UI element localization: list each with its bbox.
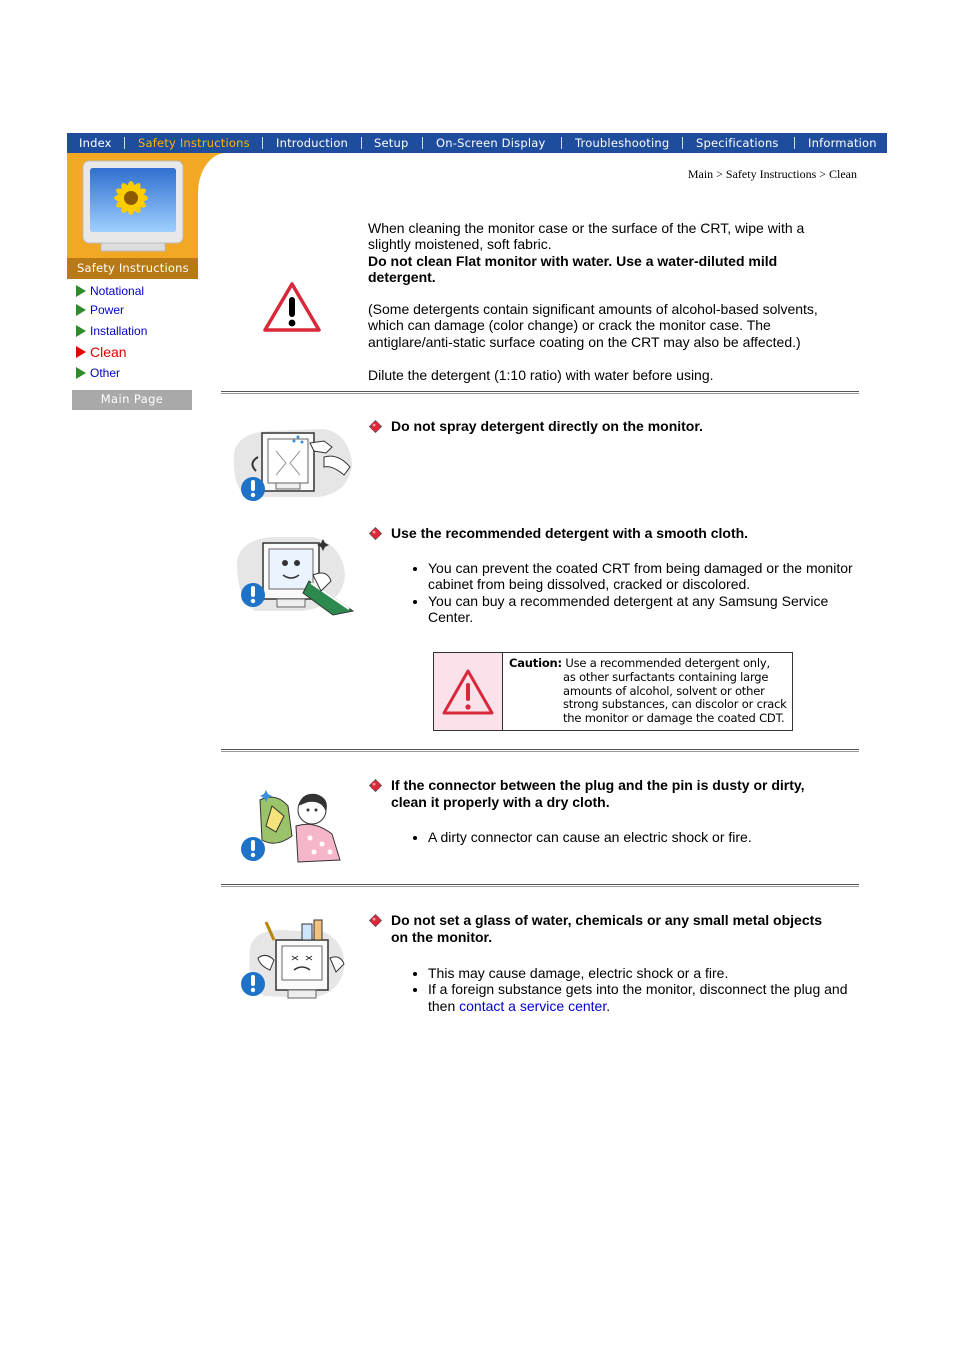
- sidebar-item-other[interactable]: [76, 366, 120, 380]
- objects-on-monitor-illustration: [236, 918, 350, 1002]
- nav-introduction[interactable]: Introduction: [276, 136, 349, 150]
- section-divider: [221, 391, 859, 394]
- spray-monitor-illustration: [228, 423, 356, 503]
- caution-line: amounts of alcohol, solvent or other: [563, 683, 765, 698]
- sidebar-item-installation[interactable]: [76, 324, 147, 338]
- monitor-sunflower-icon: [81, 160, 186, 253]
- nav-troubleshooting[interactable]: Troubleshooting: [575, 136, 670, 150]
- sidebar-item-label: Other: [90, 366, 121, 380]
- list-item: • You can buy a recommended detergent at any Samsung Service Center.: [428, 593, 860, 626]
- nav-separator: [794, 137, 795, 149]
- caution-line: Use a recommended detergent only,: [565, 656, 770, 670]
- main-page-button[interactable]: Main Page: [72, 390, 192, 410]
- red-bullet-icon: [368, 526, 383, 541]
- list-item: • A dirty connector can cause an electric shock or fire.: [428, 829, 860, 845]
- intro-text: [368, 220, 843, 383]
- list-item: • This may cause damage, electric shock or a fire.: [428, 965, 860, 981]
- sidebar-item-clean[interactable]: [76, 344, 127, 360]
- contact-service-center-link[interactable]: contact a service center: [459, 997, 607, 1014]
- section-heading-text: Do not set a glass of water, chemicals or any small metal objects on the monitor.: [391, 912, 823, 945]
- red-bullet-icon: [368, 419, 383, 434]
- sidebar-banner-corner: [198, 153, 226, 201]
- arrow-right-icon: [76, 304, 86, 316]
- bullet-list: [410, 829, 860, 845]
- caution-icon-cell: [434, 653, 503, 730]
- arrow-right-icon: [76, 367, 86, 379]
- nav-setup[interactable]: Setup: [374, 136, 409, 150]
- nav-information[interactable]: Information: [808, 136, 877, 150]
- bullet-list: [410, 560, 860, 625]
- caution-box: [433, 652, 793, 731]
- sidebar-item-power[interactable]: [76, 303, 124, 317]
- nav-on-screen-display[interactable]: On-Screen Display: [436, 136, 546, 150]
- cleaning-plug-illustration: [236, 786, 344, 866]
- intro-bold-warning: Do not clean Flat monitor with water. Use a water-diluted mild detergent.: [368, 252, 778, 285]
- intro-paragraph: Dilute the detergent (1:10 ratio) with water before using.: [368, 367, 714, 384]
- nav-separator: [561, 137, 562, 149]
- sidebar-item-label: Installation: [90, 324, 148, 338]
- section-divider: [221, 749, 859, 752]
- top-nav: [67, 133, 887, 153]
- caution-line: strong substances, can discolor or crack: [563, 697, 787, 712]
- red-bullet-icon: [368, 778, 383, 793]
- nav-separator: [361, 137, 362, 149]
- section-heading: [368, 912, 838, 946]
- list-item: [428, 981, 860, 1014]
- list-item-text: .: [606, 997, 611, 1014]
- section-heading-text: If the connector between the plug and the pin is dusty or dirty, clean it properly with a dry cloth.: [391, 777, 805, 810]
- list-item-text: If a foreign substance gets into the monitor, disconnect the plug and then: [428, 981, 848, 1014]
- red-bullet-icon: [368, 913, 383, 928]
- bullet-list: [410, 965, 860, 1014]
- arrow-right-icon: [76, 285, 86, 297]
- nav-separator: [682, 137, 683, 149]
- nav-safety-instructions[interactable]: Safety Instructions: [138, 136, 250, 150]
- section-heading: [368, 525, 838, 542]
- cleaning-monitor-illustration: [233, 531, 358, 617]
- nav-index[interactable]: Index: [79, 136, 112, 150]
- breadcrumb: Main > Safety Instructions > Clean: [687, 167, 857, 181]
- caution-line: the monitor or damage the coated CDT.: [563, 711, 785, 726]
- nav-separator: [262, 137, 263, 149]
- intro-paragraph: (Some detergents contain significant amounts of alcohol-based solvents, which can damage (color change) or crack the monitor case. The antiglare/anti-static surface coating on the CRT may also be affected.): [368, 301, 818, 350]
- nav-separator: [124, 137, 125, 149]
- intro-paragraph: When cleaning the monitor case or the surface of the CRT, wipe with a slightly moistened, soft fabric.: [368, 220, 805, 253]
- sidebar-item-notational[interactable]: [76, 284, 144, 298]
- list-item: • You can prevent the coated CRT from being damaged or the monitor cabinet from being dissolved, cracked or discolored.: [428, 560, 860, 593]
- sidebar-item-label: Clean: [90, 344, 127, 360]
- caution-text: [503, 653, 787, 730]
- arrow-right-icon: [76, 346, 86, 358]
- sidebar-item-label: Notational: [90, 284, 145, 298]
- section-heading-text: Use the recommended detergent with a smooth cloth.: [391, 525, 749, 541]
- warning-triangle-icon: [262, 281, 322, 333]
- caution-label: Caution:: [509, 656, 562, 670]
- nav-specifications[interactable]: Specifications: [696, 136, 779, 150]
- section-heading-text: Do not spray detergent directly on the monitor.: [391, 418, 703, 434]
- section-heading: [368, 418, 838, 435]
- warning-triangle-icon: [441, 668, 495, 716]
- arrow-right-icon: [76, 325, 86, 337]
- caution-line: as other surfactants containing large: [563, 669, 769, 684]
- section-heading: [368, 777, 838, 811]
- sidebar-title: Safety Instructions: [67, 258, 198, 279]
- nav-separator: [422, 137, 423, 149]
- section-divider: [221, 884, 859, 887]
- sidebar-item-label: Power: [90, 303, 125, 317]
